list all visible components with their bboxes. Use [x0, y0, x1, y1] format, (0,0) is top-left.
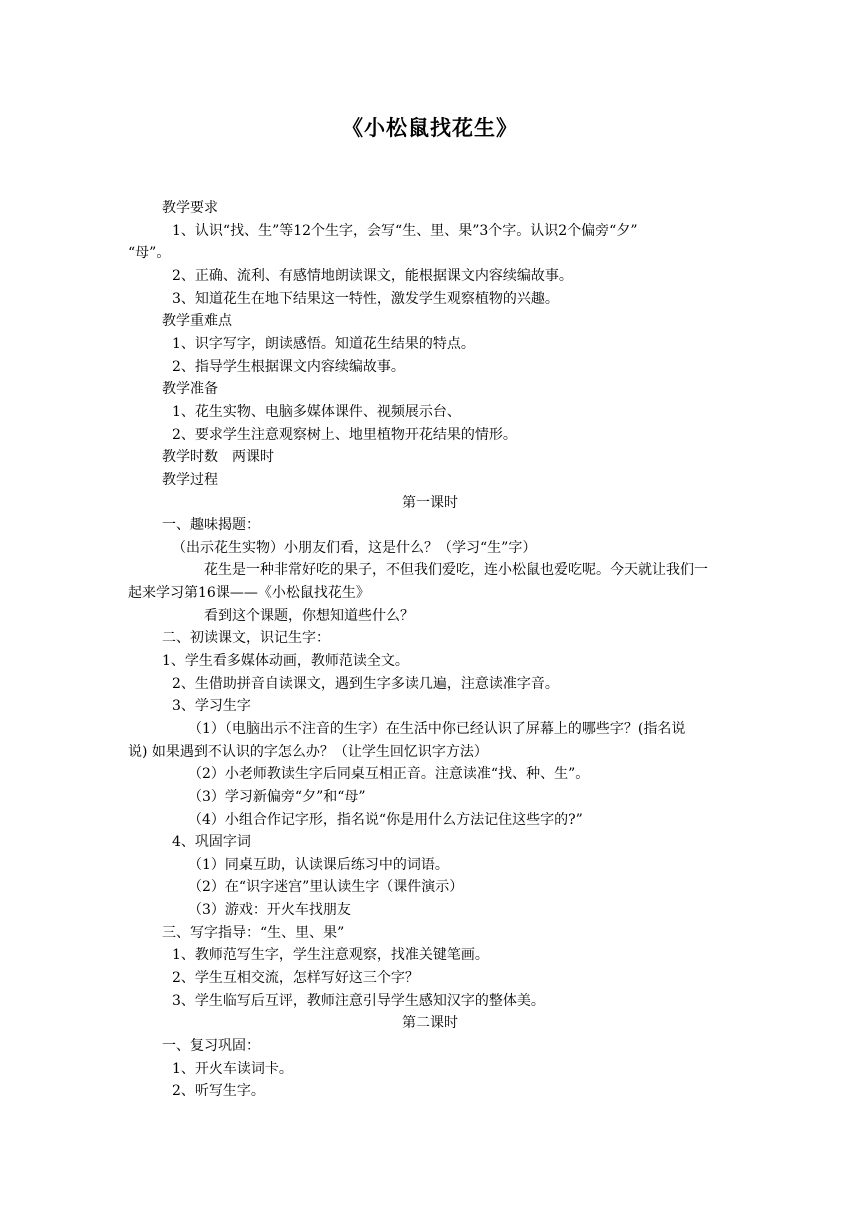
paragraph-line: 3、学生临写后互评，教师注意引导学生感知汉字的整体美。 — [172, 993, 545, 1009]
paragraph-line: 2、正确、流利、有感情地朗读课文，能根据课文内容续编故事。 — [172, 268, 573, 284]
paragraph-line: 2、学生互相交流，怎样写好这三个字？ — [172, 970, 419, 986]
paragraph-line: 1、认识“找、生”等12个生字，会写“生、里、果”3个字。认识2个偏旁“夕” — [172, 223, 638, 239]
paragraph-line: （出示花生实物）小朋友们看，这是什么？（学习“生”字） — [172, 540, 537, 556]
paragraph-line: 1、学生看多媒体动画，教师范读全文。 — [162, 653, 409, 669]
paragraph-line: 1、识字写字，朗读感悟。知道花生结果的特点。 — [172, 336, 475, 352]
paragraph-line: （3）游戏：开火车找朋友 — [188, 902, 351, 918]
paragraph-line: 1、教师范写生字，学生注意观察，找准关键笔画。 — [172, 947, 489, 963]
paragraph-line: 1、开火车读词卡。 — [172, 1061, 293, 1077]
paragraph-line: 1、花生实物、电脑多媒体课件、视频展示台、 — [172, 404, 461, 420]
paragraph-line: 2、生借助拼音自读课文，遇到生字多读几遍，注意读准字音。 — [172, 676, 559, 692]
paragraph-line: 2、听写生字。 — [172, 1083, 265, 1099]
paragraph-line: （1）同桌互助，认读课后练习中的词语。 — [188, 857, 449, 873]
paragraph-line: 2、指导学生根据课文内容续编故事。 — [172, 359, 405, 375]
paragraph-line: “母”。 — [128, 245, 171, 261]
paragraph-line: 3、学习生字 — [172, 698, 251, 714]
paragraph-line: 2、要求学生注意观察树上、地里植物开花结果的情形。 — [172, 427, 517, 443]
paragraph-line: （1）（电脑出示不注音的生字）在生活中你已经认识了屏幕上的哪些字？(指名说 — [188, 721, 686, 737]
step-heading: 一、复习巩固： — [162, 1038, 260, 1054]
lesson-heading: 第二课时 — [402, 1015, 458, 1031]
paragraph-line: 起来学习第16课——《小松鼠找花生》 — [128, 585, 370, 601]
step-heading: 一、趣味揭题： — [162, 517, 260, 533]
paragraph-line: （3）学习新偏旁“夕”和“母” — [188, 789, 366, 805]
paragraph-line: 说) 如果遇到不认识的字怎么办？（让学生回忆识字方法） — [128, 744, 488, 760]
paragraph-line: 3、知道花生在地下结果这一特性，激发学生观察植物的兴趣。 — [172, 291, 559, 307]
document-title: 《小松鼠找花生》 — [342, 116, 518, 140]
section-heading: 教学要求 — [162, 200, 218, 216]
paragraph-line: （2）在“识字迷宫”里认读生字（课件演示） — [188, 879, 464, 895]
section-heading: 教学准备 — [162, 381, 218, 397]
lesson-heading: 第一课时 — [402, 495, 458, 511]
paragraph-line: 看到这个课题，你想知道些什么？ — [204, 608, 414, 624]
section-heading: 教学时数 两课时 — [162, 449, 274, 465]
paragraph-line: （2）小老师教读生字后同桌互相正音。注意读准“找、种、生”。 — [188, 766, 590, 782]
section-heading: 教学过程 — [162, 472, 218, 488]
step-heading: 三、写字指导：“生、里、果” — [162, 925, 345, 941]
paragraph-line: 花生是一种非常好吃的果子，不但我们爱吃，连小松鼠也爱吃呢。今天就让我们一 — [204, 562, 708, 578]
section-heading: 教学重难点 — [162, 313, 232, 329]
paragraph-line: 4、巩固字词 — [172, 834, 251, 850]
step-heading: 二、初读课文，识记生字： — [162, 630, 330, 646]
paragraph-line: （4）小组合作记字形，指名说“你是用什么方法记住这些字的?” — [188, 812, 583, 828]
